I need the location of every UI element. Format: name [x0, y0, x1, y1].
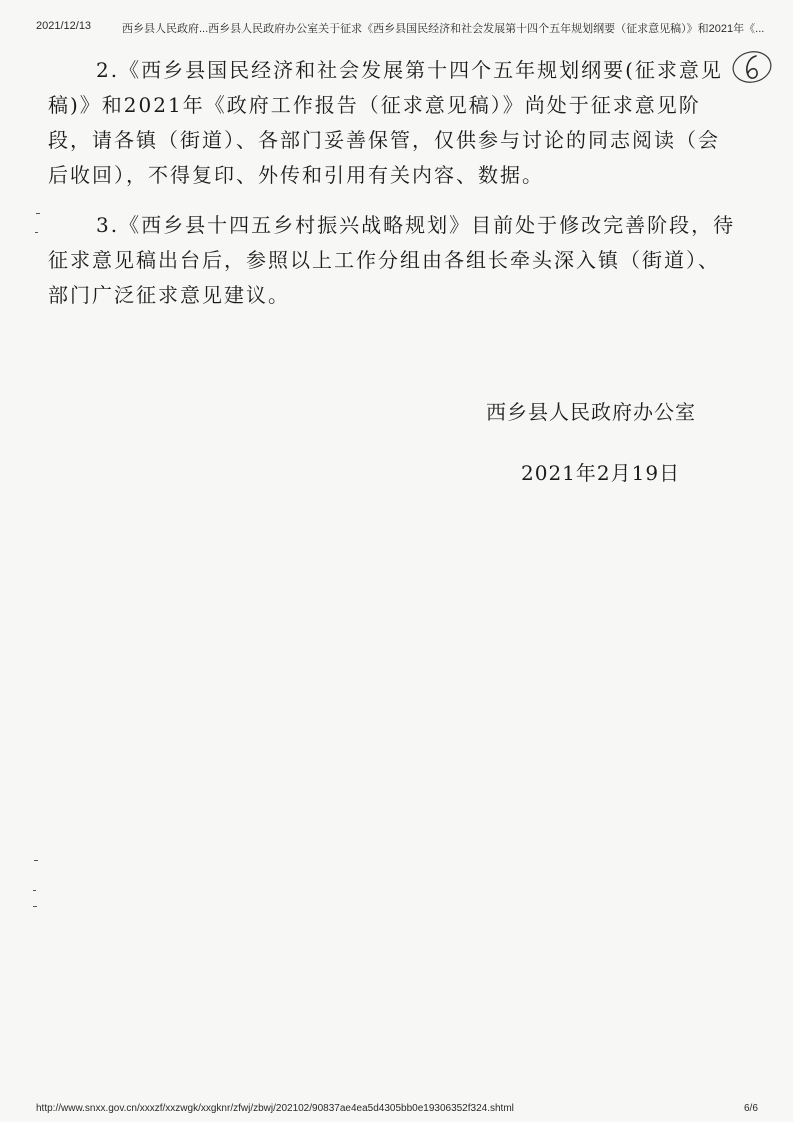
- paragraph-item-2: 2.《西乡县国民经济和社会发展第十四个五年规划纲要(征求意见稿)》和2021年《政府工作报告（征求意见稿）》尚处于征求意见阶段，请各镇（街道）、各部门妥善保管，仅供参与讨论的同志阅读（会后收回），不得复印、外传和引用有关内容、数据。: [48, 58, 723, 187]
- print-date: 2021/12/13: [36, 20, 92, 32]
- page-counter: 6/6: [744, 1103, 758, 1114]
- scan-speck: [33, 906, 37, 907]
- scan-speck: [33, 890, 36, 891]
- source-url: http://www.snxx.gov.cn/xxxzf/xxzwgk/xxgknr/zfwj/zbwj/202102/90837ae4ea5d4305bb0e19306352f324.shtml: [36, 1103, 514, 1114]
- scan-speck: [36, 213, 40, 214]
- issue-date: 2021年2月19日: [521, 461, 681, 485]
- scan-speck: [35, 232, 38, 233]
- print-page-title: 西乡县人民政府...西乡县人民政府办公室关于征求《西乡县国民经济和社会发展第十四个五年规划纲要（征求意见稿）》和2021年《...: [122, 23, 765, 35]
- scan-speck: [34, 860, 38, 861]
- issuing-office: 西乡县人民政府办公室: [486, 400, 696, 424]
- paragraph-item-3: 3.《西乡县十四五乡村振兴战略规划》目前处于修改完善阶段，待征求意见稿出台后，参照以上工作分组由各组长牵头深入镇（街道）、部门广泛征求意见建议。: [48, 213, 736, 307]
